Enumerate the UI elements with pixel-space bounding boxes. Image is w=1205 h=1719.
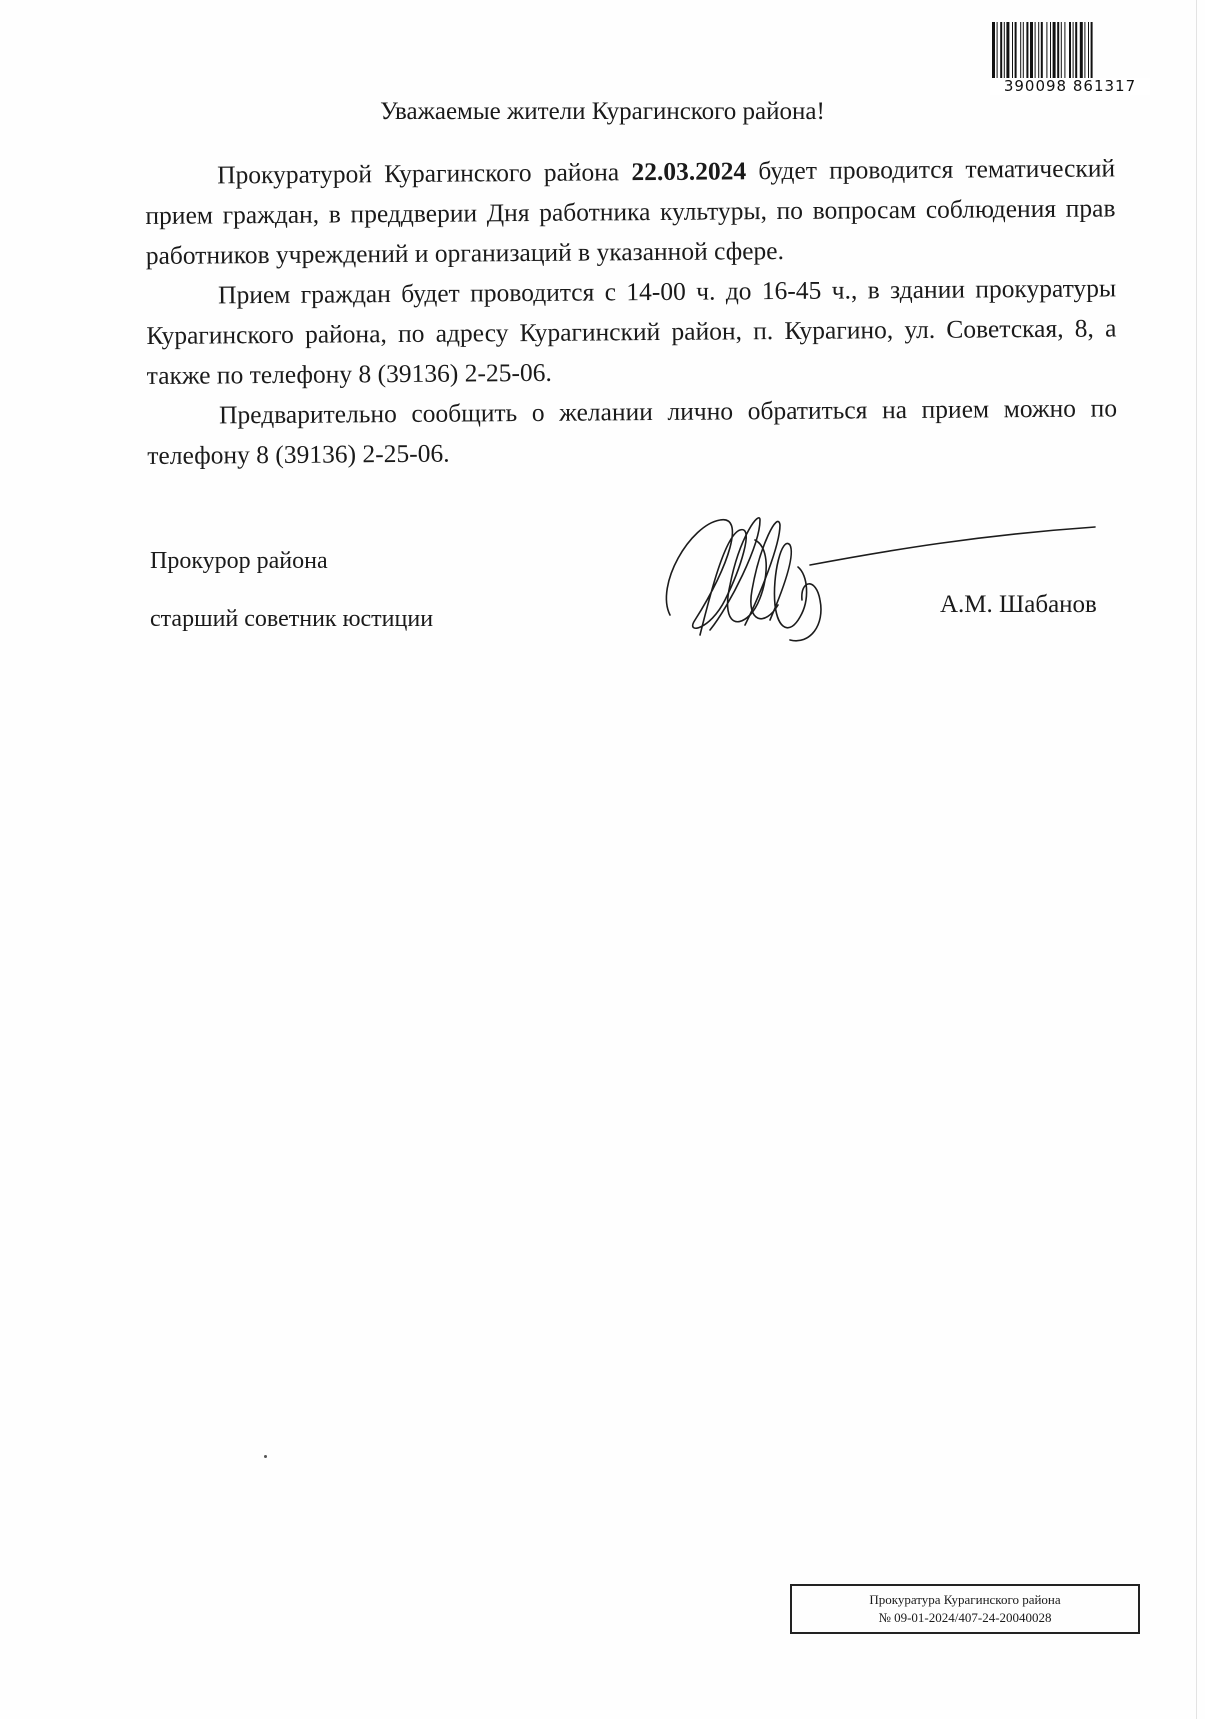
barcode-bar [1050, 22, 1051, 80]
barcode-bar [1026, 22, 1028, 80]
barcode-bar [1073, 22, 1074, 80]
barcode-bar [1064, 22, 1065, 80]
paragraph-2: Прием граждан будет проводится с 14-00 ч. до 16-45 ч., в здании прокуратуры Курагинского района, по адресу Курагинский район, п. Курагино, ул. Советская, 8, а также по телефону 8 (39136) 2-25-06. [146, 273, 1117, 390]
letter-body [145, 148, 1117, 476]
barcode-bar [1012, 22, 1013, 80]
barcode-bar [1030, 22, 1033, 80]
handwritten-signature [650, 505, 1100, 655]
paragraph-1-end: будет проводится тематический прием граждан, в преддверии Дня работника культуры, по вопросам соблюдения прав работников учреждений и организаций в указанной сфере. [145, 153, 1116, 270]
barcode-bars [990, 22, 1150, 80]
barcode-bar [1080, 22, 1083, 80]
barcode-bar [1075, 22, 1077, 80]
barcode-bar [1061, 22, 1062, 80]
barcode-bar [1023, 22, 1024, 80]
signer-position: Прокурор района [150, 548, 328, 574]
scan-speck [264, 1455, 267, 1458]
paragraph-1 [145, 148, 1116, 276]
barcode-bar [1041, 22, 1043, 80]
barcode-bar [1004, 22, 1005, 80]
event-date: 22.03.2024 [631, 156, 747, 187]
barcode-bar [1057, 22, 1059, 80]
barcode-bar [1000, 22, 1002, 80]
paragraph-3: Предварительно сообщить о желании лично обратиться на прием можно по телефону 8 (39136) 2-25-06. [147, 393, 1118, 470]
signer-rank: старший советник юстиции [150, 606, 434, 632]
barcode-bar [1020, 22, 1021, 80]
barcode [990, 22, 1150, 94]
barcode-bar [1015, 22, 1017, 80]
barcode-bar [1046, 22, 1047, 80]
letter-greeting: Уважаемые жители Курагинского района! [380, 98, 825, 125]
registration-number: № 09-01-2024/407-24-20040028 [878, 1610, 1052, 1625]
barcode-bar [1053, 22, 1056, 80]
registration-stamp [790, 1584, 1140, 1634]
paragraph-1-start: Прокуратурой Курагинского района [217, 157, 632, 190]
barcode-bar [1069, 22, 1071, 80]
barcode-bar [1088, 22, 1089, 80]
barcode-bar [997, 22, 998, 80]
barcode-bar [1084, 22, 1085, 80]
barcode-bar [1035, 22, 1036, 80]
scan-edge-line [1196, 0, 1197, 1719]
barcode-bar [992, 22, 995, 80]
barcode-bar [1091, 22, 1093, 80]
barcode-number: 390098 861317 [990, 78, 1150, 95]
barcode-bar [1038, 22, 1039, 80]
registration-office: Прокуратура Курагинского района [869, 1592, 1061, 1607]
signer-name: А.М. Шабанов [940, 591, 1097, 618]
barcode-bar [1006, 22, 1009, 80]
